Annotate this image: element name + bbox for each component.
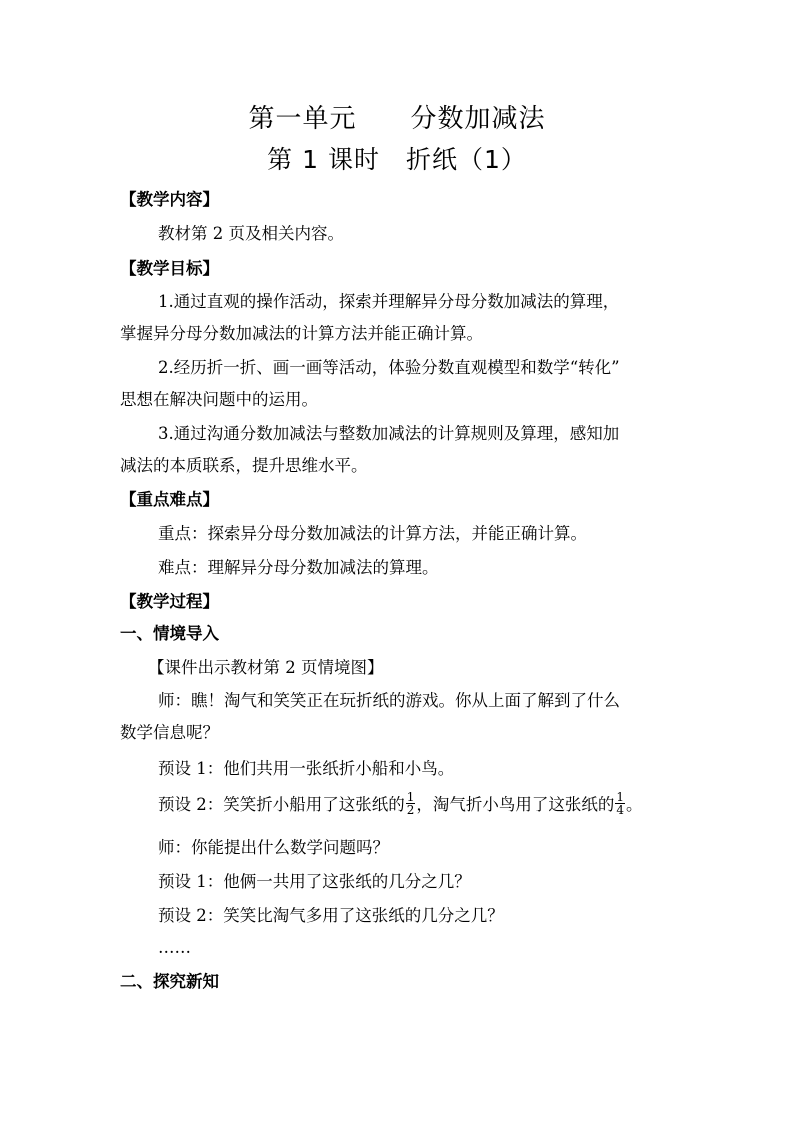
question-1: 预设 1：他俩一共用了这张纸的几分之几？	[158, 872, 471, 891]
preset-2	[158, 790, 643, 818]
key-heading: 【重点难点】	[120, 490, 219, 509]
content-text: 教材第 2 页及相关内容。	[158, 224, 344, 243]
teacher-line-2: 数学信息呢？	[120, 723, 219, 742]
goal-2-line-1: 2.经历折一折、画一画等活动，体验分数直观模型和数学“转化”	[158, 358, 620, 377]
lesson-title: 第 1 课时 折纸（1）	[267, 145, 527, 174]
courseware-note: 【课件出示教材第 2 页情境图】	[148, 658, 384, 677]
goal-1-line-1: 1.通过直观的操作活动，探索并理解异分母分数加减法的算理，	[158, 292, 620, 311]
goal-3-line-1: 3.通过沟通分数加减法与整数加减法的计算规则及算理，感知加	[158, 424, 620, 443]
teacher-line-1: 师：瞧！淘气和笑笑正在玩折纸的游戏。你从上面了解到了什么	[158, 691, 620, 710]
fraction-numerator: 1	[616, 790, 625, 804]
fraction-one-half	[406, 791, 416, 816]
difficult-point: 难点：理解异分母分数加减法的算理。	[158, 558, 439, 577]
goal-3-line-2: 减法的本质联系，提升思维水平。	[120, 456, 368, 475]
fraction-one-quarter	[615, 791, 625, 816]
goal-1-line-2: 掌握异分母分数加减法的计算方法并能正确计算。	[120, 324, 483, 343]
fraction-denominator: 4	[616, 803, 625, 817]
part-2-heading: 二、探究新知	[120, 972, 219, 991]
part-1-heading: 一、情境导入	[120, 624, 219, 643]
preset-2-text-c: 。	[626, 795, 643, 814]
fraction-denominator: 2	[406, 803, 415, 817]
content-heading: 【教学内容】	[120, 190, 219, 209]
preset-1: 预设 1：他们共用一张纸折小船和小鸟。	[158, 759, 455, 778]
goal-2-line-2: 思想在解决问题中的运用。	[120, 390, 318, 409]
preset-2-text-a: 预设 2：笑笑折小船用了这张纸的	[158, 795, 405, 814]
ellipsis: ……	[158, 938, 191, 957]
preset-2-text-b: ，淘气折小鸟用了这张纸的	[416, 795, 615, 814]
question-2: 预设 2：笑笑比淘气多用了这张纸的几分之几？	[158, 906, 504, 925]
key-point: 重点：探索异分母分数加减法的计算方法，并能正确计算。	[158, 524, 587, 543]
process-heading: 【教学过程】	[120, 592, 219, 611]
teacher-question: 师：你能提出什么数学问题吗？	[158, 838, 389, 857]
fraction-numerator: 1	[406, 790, 415, 804]
goals-heading: 【教学目标】	[120, 259, 219, 278]
unit-title: 第一单元 分数加减法	[248, 104, 546, 134]
